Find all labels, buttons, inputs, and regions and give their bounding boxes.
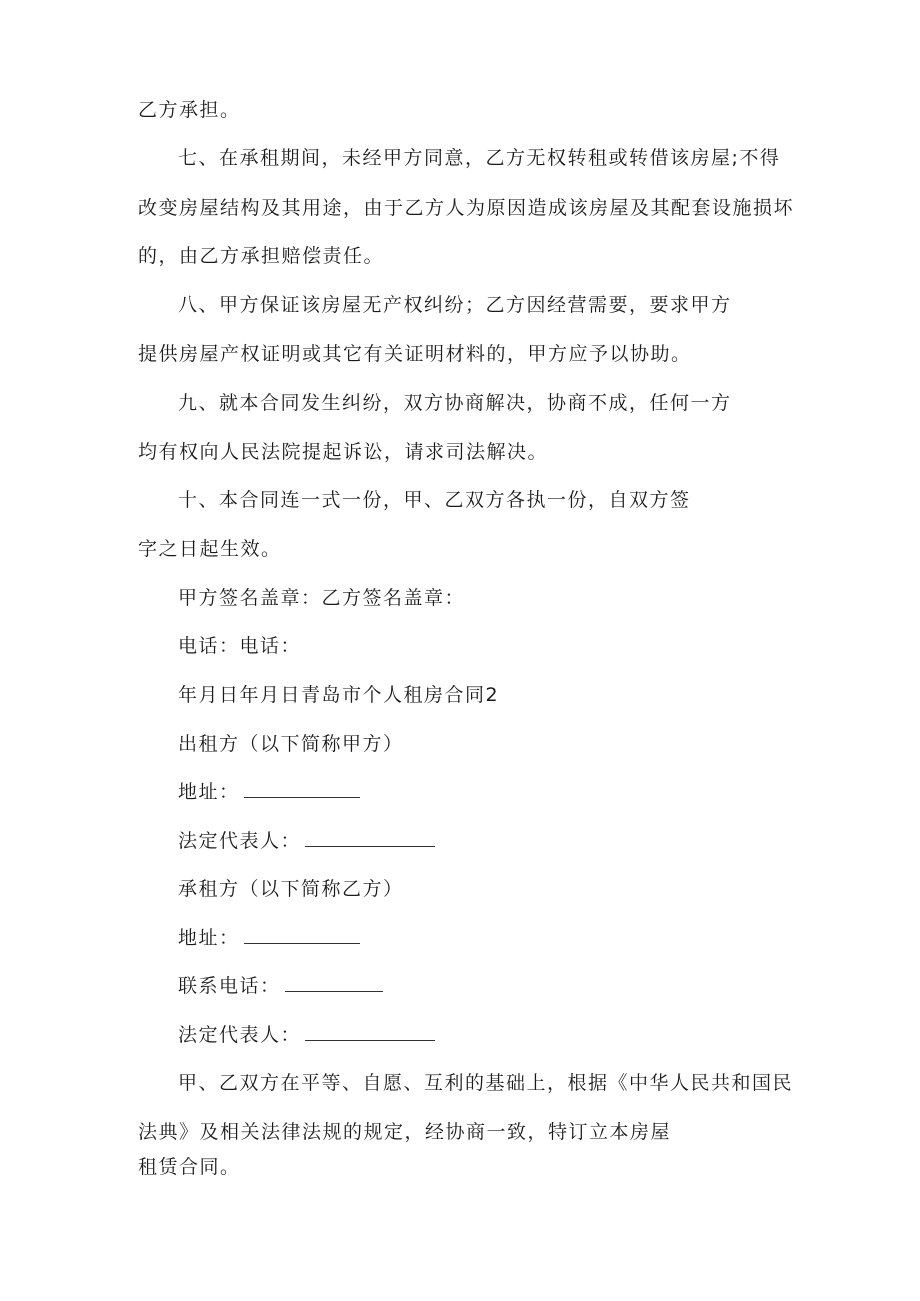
- clause-eight-line-2: 提供房屋产权证明或其它有关证明材料的，甲方应予以协助。: [138, 343, 692, 365]
- lessor-label: 出租方（以下简称甲方）: [178, 733, 404, 755]
- lessee-representative-label: 法定代表人：: [178, 1024, 302, 1046]
- lessor-representative-field: [178, 829, 435, 853]
- clause-nine-line-2: 均有权向人民法院提起诉讼，请求司法解决。: [138, 441, 549, 463]
- clause-eight-line-1: 八、甲方保证该房屋无产权纠纷；乙方因经营需要，要求甲方: [178, 294, 732, 316]
- lessee-phone-label: 联系电话：: [178, 975, 281, 997]
- clause-nine-line-1: 九、就本合同发生纠纷，双方协商解决，协商不成，任何一方: [178, 392, 732, 414]
- lessee-phone-field: [178, 974, 383, 998]
- preamble-line-2: 法典》及相关法律法规的规定，经协商一致，特订立本房屋: [138, 1121, 672, 1143]
- lessor-representative-blank: [305, 830, 435, 847]
- lessor-address-label: 地址：: [178, 781, 240, 803]
- signature-line: 甲方签名盖章：乙方签名盖章：: [178, 587, 466, 609]
- lessee-address-blank: [244, 927, 360, 944]
- preamble-line-3: 租赁合同。: [138, 1156, 241, 1178]
- text-line: 乙方承担。: [138, 99, 241, 121]
- clause-seven-line-1: 七、在承租期间，未经甲方同意，乙方无权转租或转借该房屋;不得: [178, 147, 781, 169]
- clause-seven-line-2: 改变房屋结构及其用途，由于乙方人为原因造成该房屋及其配套设施损坏: [138, 197, 795, 219]
- lessee-phone-blank: [285, 975, 383, 992]
- lessor-representative-label: 法定代表人：: [178, 830, 302, 852]
- preamble-line-1: 甲、乙双方在平等、自愿、互利的基础上，根据《中华人民共和国民: [178, 1072, 794, 1094]
- lessor-address-blank: [244, 781, 360, 798]
- lessee-label: 承租方（以下简称乙方）: [178, 878, 404, 900]
- date-title-line: 年月日年月日青岛市个人租房合同2: [178, 684, 500, 706]
- clause-ten-line-1: 十、本合同连一式一份，甲、乙双方各执一份，自双方签: [178, 489, 691, 511]
- lessee-representative-blank: [305, 1024, 435, 1041]
- lessee-representative-field: [178, 1023, 435, 1047]
- phone-line: 电话：电话：: [178, 635, 302, 657]
- clause-ten-line-2: 字之日起生效。: [138, 538, 282, 560]
- lessee-address-label: 地址：: [178, 927, 240, 949]
- lessee-address-field: [178, 926, 360, 950]
- clause-seven-line-3: 的，由乙方承担赔偿责任。: [138, 245, 385, 267]
- lessor-address-field: [178, 780, 360, 804]
